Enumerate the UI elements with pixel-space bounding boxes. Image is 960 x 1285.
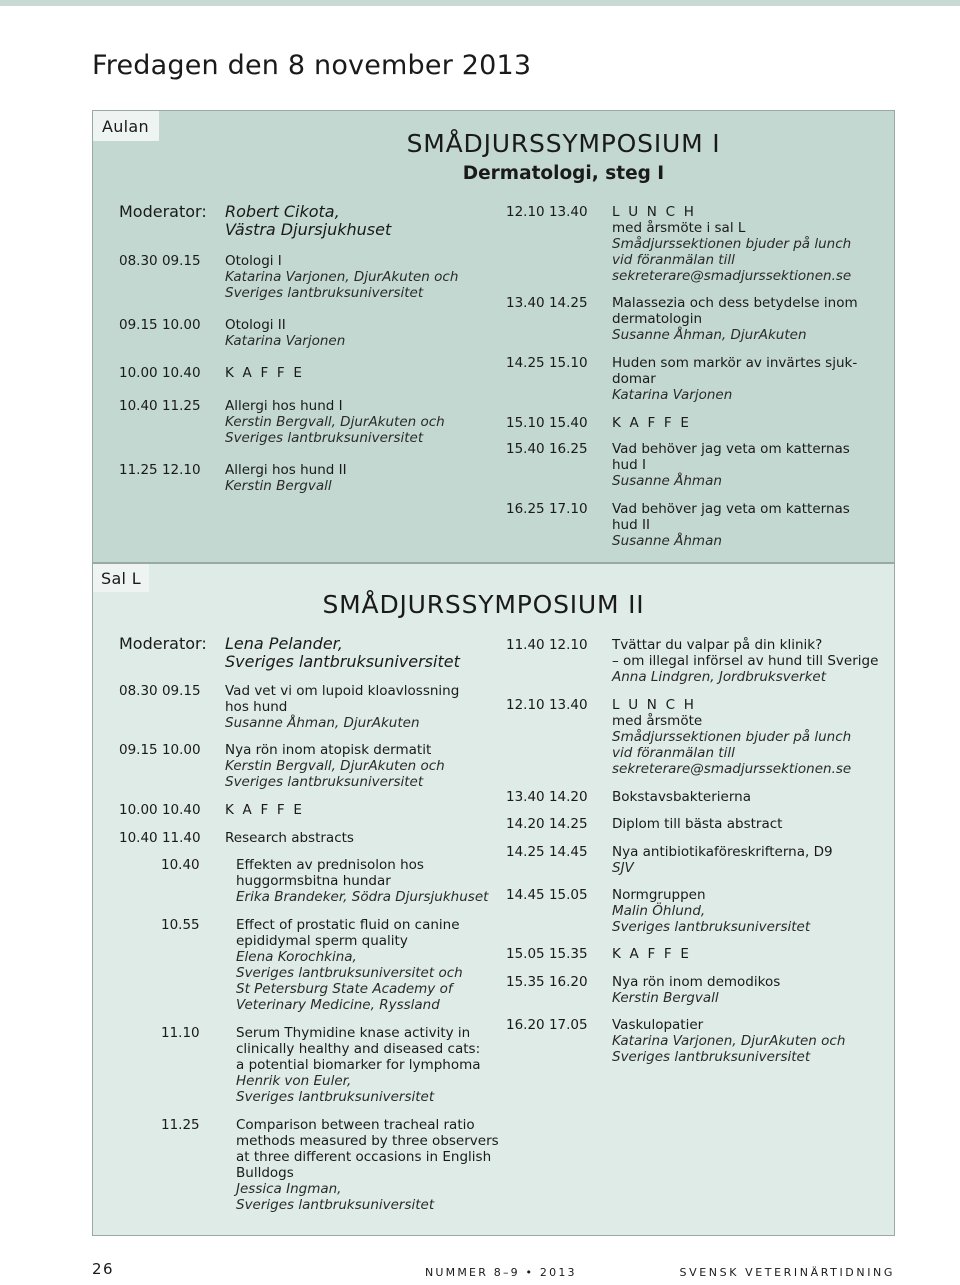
list-item (506, 887, 891, 935)
session-time: 10.40 11.40 (119, 830, 201, 846)
issue-label: NUMMER 8–9 • 2013 (425, 1266, 577, 1279)
session-note: sekreterare@smadjurssektionen.se (612, 268, 852, 284)
abstract-item (161, 1025, 501, 1105)
moderator-label: Moderator: (119, 634, 207, 653)
session-title-cont: med årsmöte (612, 713, 703, 729)
session-time: 10.00 10.40 (119, 365, 201, 381)
moderator-row (119, 635, 479, 671)
moderator-label: Moderator: (119, 202, 207, 221)
moderator-name: Robert Cikota, (225, 202, 340, 221)
session-speaker: Susanne Åhman (612, 533, 722, 549)
list-item (506, 501, 886, 549)
session-speaker: Susanne Åhman (612, 473, 722, 489)
abstract-author: Sveriges lantbruksuniversitet (236, 1089, 435, 1105)
session-title: Research abstracts (225, 830, 354, 846)
symposium-1-box (92, 110, 895, 563)
abstract-title: Serum Thymidine knase activity in (236, 1025, 471, 1041)
session-title: Nya rön inom atopisk dermatit (225, 742, 432, 758)
room-tab-sal-l: Sal L (93, 564, 149, 592)
session-title: Vad behöver jag veta om katternas (612, 501, 850, 517)
abstract-time: 10.55 (161, 917, 200, 933)
abstract-title: methods measured by three observers (236, 1133, 499, 1149)
session-time: 13.40 14.20 (506, 789, 588, 805)
abstract-time: 11.10 (161, 1025, 200, 1041)
session-note: vid föranmälan till (612, 252, 735, 268)
session-speaker: SJV (612, 860, 634, 876)
session-speaker: Kerstin Bergvall (225, 478, 332, 494)
moderator-name: Lena Pelander, (225, 634, 343, 653)
session-title: Diplom till bästa abstract (612, 816, 783, 832)
session-speaker: Katarina Varjonen, DjurAkuten och (225, 269, 459, 285)
session-title: Vad vet vi om lupoid kloavlossning (225, 683, 460, 699)
list-item (119, 802, 479, 818)
session-speaker: Sveriges lantbruksuniversitet (225, 285, 424, 301)
list-item (506, 415, 886, 431)
session-title: Normgruppen (612, 887, 706, 903)
list-item (119, 830, 479, 846)
session-time: 15.05 15.35 (506, 946, 588, 962)
symposium-1-title: SMÅDJURSSYMPOSIUM I (406, 129, 721, 158)
session-note: Smådjurssektionen bjuder på lunch (612, 729, 852, 745)
list-item (506, 637, 891, 685)
session-time: 14.45 15.05 (506, 887, 588, 903)
session-time: 16.25 17.10 (506, 501, 588, 517)
abstract-item (161, 1117, 501, 1213)
session-title: Vad behöver jag veta om katternas (612, 441, 850, 457)
list-item (506, 789, 891, 805)
abstract-author: Erika Brandeker, Södra Djursjukhuset (236, 889, 489, 905)
session-speaker: Katarina Varjonen (612, 387, 733, 403)
abstract-author: Henrik von Euler, (236, 1073, 352, 1089)
session-title: Huden som markör av invärtes sjuk- (612, 355, 858, 371)
session-time: 14.20 14.25 (506, 816, 588, 832)
list-item (119, 462, 459, 494)
session-title: Allergi hos hund I (225, 398, 343, 414)
abstract-title: Bulldogs (236, 1165, 294, 1181)
session-time: 08.30 09.15 (119, 253, 201, 269)
abstract-title: epididymal sperm quality (236, 933, 408, 949)
abstract-title: Comparison between tracheal ratio (236, 1117, 475, 1133)
session-speaker: Katarina Varjonen (225, 333, 346, 349)
session-title: Tvättar du valpar på din klinik? (612, 637, 823, 653)
list-item (119, 317, 459, 349)
session-speaker: Kerstin Bergvall, DjurAkuten och (225, 758, 445, 774)
abstract-time: 10.40 (161, 857, 200, 873)
list-item (506, 355, 886, 403)
session-note: vid föranmälan till (612, 745, 735, 761)
abstract-title: Effekten av prednisolon hos (236, 857, 424, 873)
session-title-cont: domar (612, 371, 656, 387)
session-title: Otologi II (225, 317, 286, 333)
session-time: 14.25 15.10 (506, 355, 588, 371)
abstract-author: St Petersburg State Academy of (236, 981, 453, 997)
session-time: 08.30 09.15 (119, 683, 201, 699)
session-title: K A F F E (225, 802, 305, 818)
room-tab-aulan: Aulan (93, 111, 159, 141)
list-item (119, 365, 459, 381)
journal-name: SVENSK VETERINÄRTIDNING (679, 1266, 895, 1279)
session-title-cont: hud II (612, 517, 650, 533)
session-speaker: Anna Lindgren, Jordbruksverket (612, 669, 827, 685)
moderator-affiliation: Sveriges lantbruksuniversitet (225, 652, 460, 671)
list-item (119, 398, 459, 446)
session-time: 13.40 14.25 (506, 295, 588, 311)
session-speaker: Malin Öhlund, (612, 903, 706, 919)
session-title-cont: – om illegal införsel av hund till Sverige (612, 653, 879, 669)
session-time: 15.10 15.40 (506, 415, 588, 431)
list-item (506, 204, 886, 284)
abstract-title: at three different occasions in English (236, 1149, 492, 1165)
session-time: 16.20 17.05 (506, 1017, 588, 1033)
session-time: 12.10 13.40 (506, 697, 588, 713)
session-time: 14.25 14.45 (506, 844, 588, 860)
session-speaker: Kerstin Bergvall, DjurAkuten och (225, 414, 445, 430)
list-item (506, 844, 891, 876)
session-title-cont: dermatologin (612, 311, 703, 327)
session-title: Nya rön inom demodikos (612, 974, 781, 990)
session-title-cont: med årsmöte i sal L (612, 220, 746, 236)
session-note: Smådjurssektionen bjuder på lunch (612, 236, 852, 252)
page-number: 26 (92, 1260, 115, 1278)
abstract-title: Effect of prostatic fluid on canine (236, 917, 460, 933)
session-note: sekreterare@smadjurssektionen.se (612, 761, 852, 777)
session-speaker: Sveriges lantbruksuniversitet (225, 774, 424, 790)
session-time: 10.00 10.40 (119, 802, 201, 818)
session-title: Malassezia och dess betydelse inom (612, 295, 858, 311)
session-time: 09.15 10.00 (119, 742, 201, 758)
abstract-title: huggormsbitna hundar (236, 873, 391, 889)
abstract-item (161, 857, 501, 905)
moderator-row (119, 203, 449, 239)
session-title: K A F F E (612, 946, 692, 962)
session-speaker: Katarina Varjonen, DjurAkuten och (612, 1033, 846, 1049)
symposium-2-title: SMÅDJURSSYMPOSIUM II (322, 590, 645, 619)
abstract-author: Jessica Ingman, (236, 1181, 342, 1197)
list-item (506, 441, 886, 489)
session-time: 11.40 12.10 (506, 637, 588, 653)
abstract-title: clinically healthy and diseased cats: (236, 1041, 481, 1057)
session-title: K A F F E (225, 365, 305, 381)
abstract-author: Veterinary Medicine, Ryssland (236, 997, 440, 1013)
session-title: Allergi hos hund II (225, 462, 347, 478)
symposium-1-subtitle: Dermatologi, steg I (462, 163, 665, 184)
session-speaker: Sveriges lantbruksuniversitet (612, 1049, 811, 1065)
session-speaker: Sveriges lantbruksuniversitet (612, 919, 811, 935)
session-speaker: Kerstin Bergvall (612, 990, 719, 1006)
list-item (506, 974, 891, 1006)
page-title: Fredagen den 8 november 2013 (92, 50, 532, 81)
session-time: 15.35 16.20 (506, 974, 588, 990)
session-title: Otologi I (225, 253, 282, 269)
abstract-author: Sveriges lantbruksuniversitet och (236, 965, 463, 981)
session-title: L U N C H (612, 204, 697, 220)
session-title: L U N C H (612, 697, 697, 713)
list-item (506, 816, 891, 832)
session-title-cont: hos hund (225, 699, 288, 715)
abstract-time: 11.25 (161, 1117, 200, 1133)
session-speaker: Sveriges lantbruksuniversitet (225, 430, 424, 446)
session-speaker: Susanne Åhman, DjurAkuten (612, 327, 807, 343)
session-speaker: Susanne Åhman, DjurAkuten (225, 715, 420, 731)
list-item (506, 295, 886, 343)
top-color-bar (0, 0, 960, 6)
list-item (119, 742, 479, 790)
abstract-title: a potential biomarker for lymphoma (236, 1057, 481, 1073)
moderator-affiliation: Västra Djursjukhuset (225, 220, 392, 239)
list-item (506, 1017, 891, 1065)
session-title-cont: hud I (612, 457, 646, 473)
abstract-author: Elena Korochkina, (236, 949, 357, 965)
list-item (506, 697, 891, 777)
session-time: 10.40 11.25 (119, 398, 201, 414)
session-time: 09.15 10.00 (119, 317, 201, 333)
session-time: 15.40 16.25 (506, 441, 588, 457)
abstract-item (161, 917, 501, 1013)
list-item (506, 946, 891, 962)
session-title: Vaskulopatier (612, 1017, 704, 1033)
session-time: 11.25 12.10 (119, 462, 201, 478)
abstract-author: Sveriges lantbruksuniversitet (236, 1197, 435, 1213)
list-item (119, 683, 479, 731)
session-title: Nya antibiotikaföreskrifterna, D9 (612, 844, 833, 860)
session-title: K A F F E (612, 415, 692, 431)
symposium-2-box (92, 563, 895, 1236)
session-time: 12.10 13.40 (506, 204, 588, 220)
list-item (119, 253, 459, 301)
session-title: Bokstavsbakterierna (612, 789, 751, 805)
